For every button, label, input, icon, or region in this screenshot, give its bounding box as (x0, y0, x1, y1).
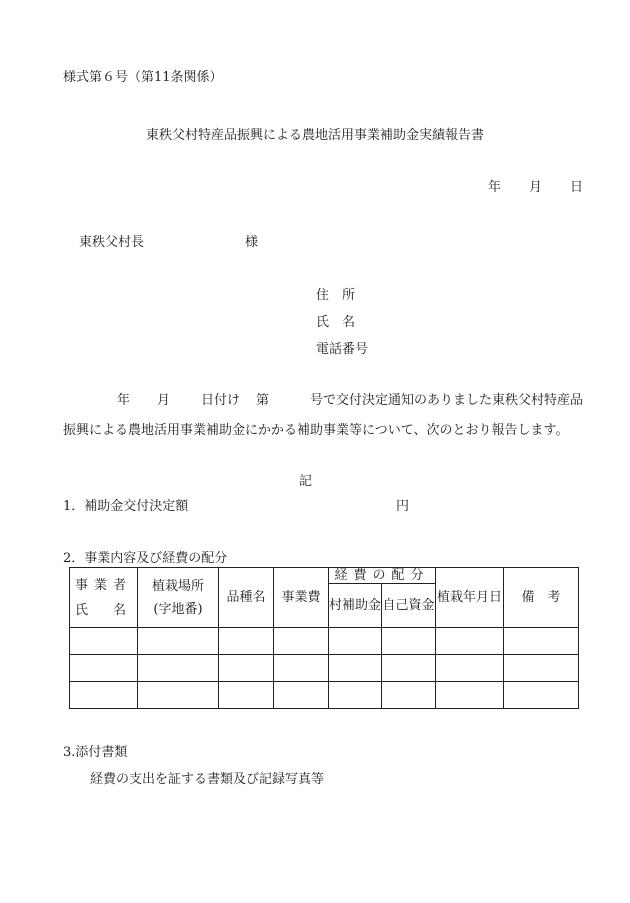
body-dai: 第 (256, 393, 270, 408)
header-remarks: 備 考 (504, 568, 579, 628)
header-variety: 品種名 (219, 568, 274, 628)
section-1-unit: 円 (396, 499, 410, 514)
body-line-2: 振興による農地活用事業補助金にかかる補助事業等について、次のとおり報告します。 (63, 423, 569, 438)
header-own-funds: 自己資金 (382, 584, 436, 628)
header-village-subsidy: 村補助金 (329, 584, 382, 628)
header-planting-date: 植栽年月日 (436, 568, 504, 628)
form-number: 様式第６号（第11条関係） (63, 70, 223, 85)
table-row (70, 628, 579, 655)
section-2-label: 2．事業内容及び経費の配分 (63, 551, 228, 566)
date-year-label: 年 (488, 180, 502, 195)
attachment-item: 経費の支出を証する書類及び記録写真等 (90, 772, 325, 787)
header-cost: 事業費 (274, 568, 329, 628)
table-row (70, 682, 579, 709)
body-day-suffix: 日付け (201, 393, 241, 408)
section-3-label: 3.添付書類 (63, 745, 128, 760)
body-year: 年 (117, 393, 131, 408)
addressee: 東秩父村長 (79, 235, 145, 250)
ki-heading: 記 (299, 474, 313, 489)
header-operator: 事業者 氏 名 (70, 568, 138, 628)
applicant-name-label: 氏 名 (316, 315, 356, 330)
document-title: 東秩父村特産品振興による農地活用事業補助金実績報告書 (145, 128, 484, 143)
table-row (70, 655, 579, 682)
applicant-phone-label: 電話番号 (316, 342, 369, 357)
header-planting-place: 植栽場所 (字地番) (138, 568, 219, 628)
date-month-label: 月 (529, 180, 543, 195)
header-allocation: 経費の配分 (329, 568, 436, 584)
section-1-label: 1．補助金交付決定額 (63, 499, 189, 514)
date-day-label: 日 (570, 180, 584, 195)
expense-table (69, 567, 579, 709)
honorific: 様 (245, 235, 259, 250)
applicant-address-label: 住 所 (316, 288, 356, 303)
body-month: 月 (157, 393, 171, 408)
body-rest: 号で交付決定通知のありました東秩父村特産品 (310, 393, 584, 408)
